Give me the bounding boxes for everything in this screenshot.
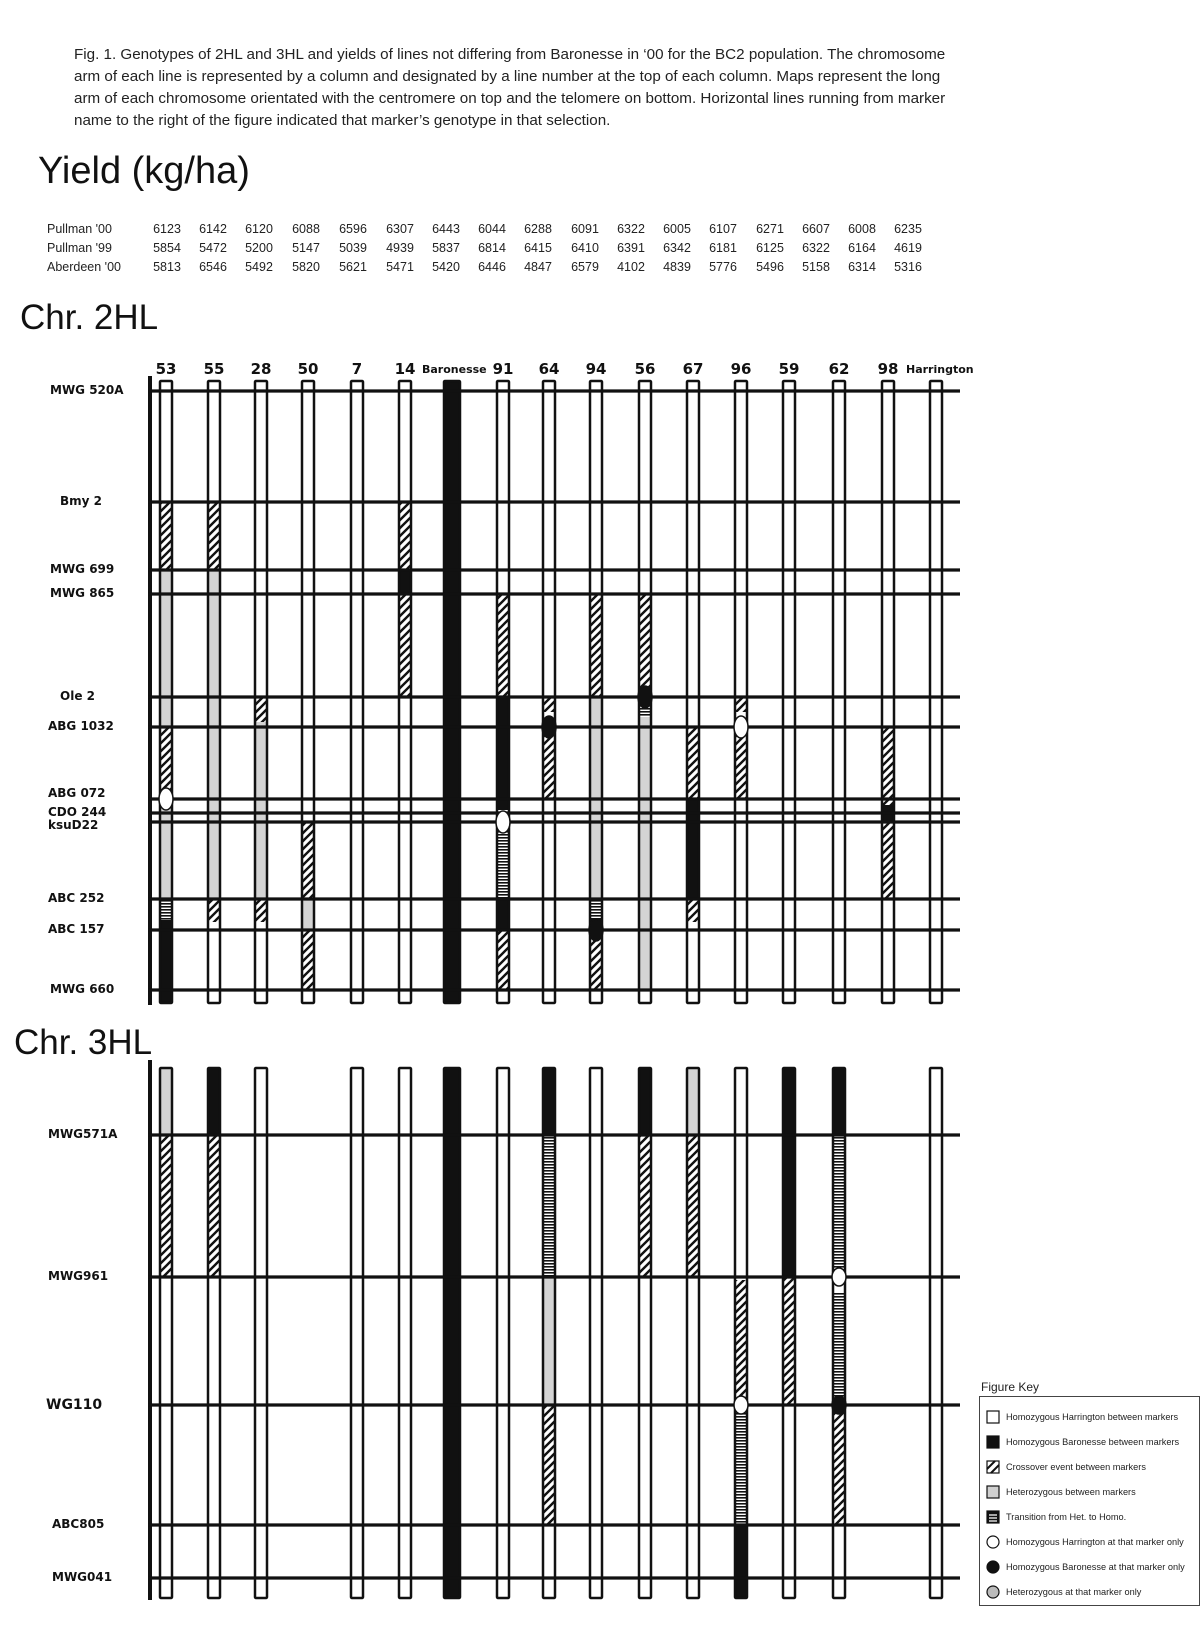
chr3-column [444, 1068, 460, 1598]
chr3-column [497, 1068, 509, 1598]
chr2-segment [639, 594, 651, 688]
chr2-point-marker [496, 811, 510, 833]
chr2-line-number: Baronesse [422, 363, 487, 376]
key-item-label: Heterozygous between markers [1006, 1487, 1136, 1497]
chr3-column [783, 1068, 795, 1598]
chr3-segment [160, 1135, 172, 1277]
yield-cell: 4619 [894, 241, 922, 255]
yield-cell: 5420 [432, 260, 460, 274]
yield-cell: 5854 [153, 241, 181, 255]
yield-cell: 5776 [709, 260, 737, 274]
chr2-column [302, 381, 314, 1003]
chr2-segment [590, 990, 602, 1003]
chr2-segment [735, 735, 747, 799]
chr2-column [399, 381, 411, 1003]
yield-cell: 4939 [386, 241, 414, 255]
chr2-segment [543, 697, 555, 712]
yield-cell: 6415 [524, 241, 552, 255]
key-swatch-circle-black [985, 1559, 1001, 1575]
chr3-column [543, 1068, 555, 1598]
chr2-segment [590, 899, 602, 918]
chr2-line-number: 94 [585, 360, 607, 378]
chr2-column [783, 381, 795, 1003]
yield-cell: 5472 [199, 241, 227, 255]
chr2-line-number: 14 [394, 360, 416, 378]
chr2-line-number: 59 [778, 360, 800, 378]
chr2-segment [208, 570, 220, 899]
chr2-line-number: 28 [250, 360, 272, 378]
yield-cell: 6142 [199, 222, 227, 236]
yield-cell: 5200 [245, 241, 273, 255]
chr3-segment [687, 1068, 699, 1135]
yield-cell: 5492 [245, 260, 273, 274]
chr2-segment [302, 822, 314, 899]
chr2-segment [255, 722, 267, 899]
yield-cell: 6391 [617, 241, 645, 255]
chr2-map [148, 376, 960, 1005]
chr3-segment [833, 1292, 845, 1398]
chr2-segment [543, 733, 555, 799]
yield-cell: 6181 [709, 241, 737, 255]
chr2-segment [255, 381, 267, 697]
yield-row-label: Pullman '99 [47, 241, 112, 255]
chr2-line-number: 7 [351, 360, 363, 378]
chr3-point-marker [832, 1268, 846, 1286]
chr2-segment [497, 697, 509, 810]
chr3-point-marker [734, 1396, 748, 1414]
chr3-segment [208, 1277, 220, 1598]
yield-cell: 5316 [894, 260, 922, 274]
chr2-title: Chr. 2HL [20, 298, 159, 337]
key-item-label: Crossover event between markers [1006, 1462, 1146, 1472]
chr3-segment [687, 1135, 699, 1277]
figure-key [979, 1396, 1200, 1606]
yield-row-label: Aberdeen '00 [47, 260, 121, 274]
key-swatch-black [985, 1434, 1001, 1450]
chr2-segment [497, 930, 509, 990]
key-item-label: Heterozygous at that marker only [1006, 1587, 1142, 1597]
yield-cell: 6288 [524, 222, 552, 236]
yield-cell: 6235 [894, 222, 922, 236]
chr3-segment [783, 1405, 795, 1598]
chr2-line-number: 55 [203, 360, 225, 378]
chr3-segment [543, 1068, 555, 1135]
chr3-segment [735, 1412, 747, 1525]
yield-cell: 6107 [709, 222, 737, 236]
yield-cell: 6005 [663, 222, 691, 236]
chr2-column [208, 381, 220, 1003]
chr2-point-marker [159, 788, 173, 810]
chr2-segment [497, 381, 509, 594]
chr2-column [160, 381, 172, 1003]
chr2-segment [399, 502, 411, 570]
chr2-segment [160, 381, 172, 502]
chr3-marker-label: MWG041 [52, 1570, 113, 1584]
chr2-line-number: 91 [492, 360, 514, 378]
chr3-segment [399, 1068, 411, 1598]
chr3-column [208, 1068, 220, 1598]
chr2-column [590, 381, 602, 1003]
chr2-column [687, 381, 699, 1003]
chr3-segment [639, 1068, 651, 1135]
chr2-segment [497, 830, 509, 899]
chr2-line-number: 98 [877, 360, 899, 378]
key-swatch-circle-gray [985, 1584, 1001, 1600]
chr2-segment [590, 594, 602, 697]
chr2-segment [302, 990, 314, 1003]
yield-cell: 6342 [663, 241, 691, 255]
key-swatch-circle-white [985, 1534, 1001, 1550]
chr3-column [160, 1068, 172, 1598]
chr2-line-number: 67 [682, 360, 704, 378]
key-item-label: Homozygous Baronesse between markers [1006, 1437, 1180, 1447]
chr3-segment [833, 1412, 845, 1525]
chr2-marker-label: MWG 660 [50, 982, 115, 996]
chr3-segment [543, 1135, 555, 1277]
chr3-segment [735, 1280, 747, 1398]
yield-cell: 6322 [617, 222, 645, 236]
yield-cell: 6410 [571, 241, 599, 255]
chr3-segment [687, 1277, 699, 1598]
chr3-column [399, 1068, 411, 1598]
chr2-segment [687, 381, 699, 727]
chr2-segment [497, 899, 509, 930]
chr3-column [687, 1068, 699, 1598]
yield-cell: 4839 [663, 260, 691, 274]
yield-cell: 6314 [848, 260, 876, 274]
chr2-segment [735, 697, 747, 712]
key-swatch-stripe [985, 1509, 1001, 1525]
chr2-line-number: 96 [730, 360, 752, 378]
yield-cell: 6443 [432, 222, 460, 236]
key-item-label: Transition from Het. to Homo. [1006, 1512, 1127, 1522]
chr2-segment [399, 570, 411, 594]
chr2-marker-label: ABC 252 [48, 891, 105, 905]
chr3-segment [783, 1068, 795, 1277]
chr2-segment [302, 899, 314, 930]
chr2-marker-label: MWG 865 [50, 586, 115, 600]
chr2-segment [735, 381, 747, 697]
chr2-line-number: 53 [155, 360, 177, 378]
chr3-segment [160, 1277, 172, 1598]
chr3-column [639, 1068, 651, 1598]
chr3-marker-label: MWG571A [48, 1127, 118, 1141]
yield-cell: 5837 [432, 241, 460, 255]
yield-cell: 6044 [478, 222, 506, 236]
chr3-segment [833, 1525, 845, 1598]
chr2-segment [639, 717, 651, 990]
yield-cell: 4102 [617, 260, 645, 274]
chr2-column [444, 381, 460, 1003]
chr2-marker-label: ABG 072 [48, 786, 106, 800]
chr2-column [497, 381, 509, 1003]
chr2-segment [639, 381, 651, 594]
chr2-column [543, 381, 555, 1003]
chr2-segment [399, 381, 411, 502]
chr2-segment [543, 799, 555, 1003]
yield-cell: 6607 [802, 222, 830, 236]
chr2-segment [497, 990, 509, 1003]
chr3-segment [735, 1525, 747, 1598]
chr2-segment [160, 727, 172, 790]
chr2-line-number: 56 [634, 360, 656, 378]
chr3-marker-label: ABC805 [52, 1517, 105, 1531]
chr3-column [930, 1068, 942, 1598]
chr3-segment [735, 1068, 747, 1280]
chr3-segment [160, 1068, 172, 1135]
key-item-label: Homozygous Harrington between markers [1006, 1412, 1179, 1422]
chr2-segment [160, 899, 172, 920]
chr3-segment [639, 1277, 651, 1598]
chr2-marker-label: MWG 699 [50, 562, 115, 576]
yield-cell: 6322 [802, 241, 830, 255]
chr2-column [882, 381, 894, 1003]
chr2-segment [399, 594, 411, 697]
chr2-segment [590, 381, 602, 594]
yield-cell: 5147 [292, 241, 320, 255]
chr3-column [351, 1068, 363, 1598]
chr3-title: Chr. 3HL [14, 1023, 153, 1062]
chr2-segment [687, 899, 699, 922]
chr3-column [590, 1068, 602, 1598]
chr2-segment [255, 697, 267, 722]
chr2-marker-label: Bmy 2 [60, 494, 102, 508]
chr2-segment [302, 930, 314, 990]
chr2-column [930, 381, 942, 1003]
chr2-marker-label: CDO 244 [48, 805, 107, 819]
baronesse-bar [444, 1068, 460, 1598]
yield-cell: 5496 [756, 260, 784, 274]
chr2-marker-label: Ole 2 [60, 689, 95, 703]
chr3-segment [208, 1068, 220, 1135]
chr3-marker-label: WG110 [46, 1397, 103, 1413]
yield-cell: 5621 [339, 260, 367, 274]
yield-cell: 6091 [571, 222, 599, 236]
yield-cell: 6546 [199, 260, 227, 274]
chr2-point-marker [734, 716, 748, 738]
chr2-marker-label: ABC 157 [48, 922, 105, 936]
chr2-segment [208, 381, 220, 502]
chr2-segment [255, 899, 267, 922]
chr2-segment [833, 381, 845, 1003]
yield-cell: 6307 [386, 222, 414, 236]
chr2-segment [208, 899, 220, 922]
chr2-line-number: 64 [538, 360, 560, 378]
chr3-column [255, 1068, 267, 1598]
chr3-map [148, 1060, 960, 1600]
baronesse-bar [444, 381, 460, 1003]
chr2-marker-label: ABG 1032 [48, 719, 114, 733]
chr2-segment [208, 502, 220, 570]
key-item-label: Homozygous Baronesse at that marker only [1006, 1562, 1185, 1572]
chr2-segment [783, 381, 795, 1003]
yield-cell: 5039 [339, 241, 367, 255]
key-item-label: Homozygous Harrington at that marker only [1006, 1537, 1184, 1547]
chr2-segment [639, 990, 651, 1003]
yield-cell: 6446 [478, 260, 506, 274]
yield-row-label: Pullman '00 [47, 222, 112, 236]
figure-caption: Fig. 1. Genotypes of 2HL and 3HL and yields of lines not differing from Baronesse in ‘00 for the BC2 population. The chromosome arm of each line is represented by a column and designated by a line number at the top of each column. Maps represent the long arm of each chromosome orientated with the centromere on top and the telomere on bottom. Horizontal lines running from marker name to the right of the figure indicated that marker’s genotype in that selection. [74, 46, 946, 129]
chr2-segment [687, 727, 699, 799]
chr2-column [833, 381, 845, 1003]
chr2-marker-label: ksuD22 [48, 818, 99, 832]
yield-cell: 5820 [292, 260, 320, 274]
yield-cell: 6814 [478, 241, 506, 255]
yield-cell: 6579 [571, 260, 599, 274]
chr3-segment [351, 1068, 363, 1598]
chr2-marker-label: MWG 520A [50, 383, 124, 397]
chr3-marker-label: MWG961 [48, 1269, 109, 1283]
yield-cell: 5471 [386, 260, 414, 274]
chr2-segment [882, 727, 894, 805]
yield-cell: 6164 [848, 241, 876, 255]
chr2-column [255, 381, 267, 1003]
chr3-segment [590, 1068, 602, 1598]
yield-cell: 6271 [756, 222, 784, 236]
key-title: Figure Key [981, 1380, 1040, 1394]
chr3-segment [833, 1135, 845, 1272]
key-swatch-hatch [985, 1459, 1001, 1475]
chr2-point-marker [589, 919, 603, 941]
chr3-segment [833, 1068, 845, 1135]
chr2-segment [882, 381, 894, 727]
chr3-segment [255, 1068, 267, 1598]
yield-cell: 6123 [153, 222, 181, 236]
chr3-segment [639, 1135, 651, 1277]
chr2-segment [302, 381, 314, 822]
yield-cell: 5813 [153, 260, 181, 274]
yield-cell: 6008 [848, 222, 876, 236]
chr3-segment [543, 1405, 555, 1525]
chr2-column [351, 381, 363, 1003]
chr2-segment [160, 502, 172, 570]
yield-cell: 5158 [802, 260, 830, 274]
chr2-segment [399, 697, 411, 1003]
chr2-line-number: 50 [297, 360, 319, 378]
chr2-segment [735, 799, 747, 1003]
chr2-point-marker [638, 686, 652, 708]
chr3-segment [208, 1135, 220, 1277]
yield-cell: 6125 [756, 241, 784, 255]
chr3-segment [930, 1068, 942, 1598]
chr2-segment [351, 381, 363, 1003]
chr2-point-marker [542, 716, 556, 738]
chr2-line-number: Harrington [906, 363, 974, 376]
key-swatch-white [985, 1409, 1001, 1425]
yield-title: Yield (kg/ha) [38, 150, 250, 192]
yield-cell: 6120 [245, 222, 273, 236]
yield-cell: 4847 [524, 260, 552, 274]
chr3-segment [543, 1277, 555, 1405]
chr3-segment [497, 1068, 509, 1598]
chr3-point-marker [832, 1396, 846, 1414]
chr3-column [833, 1068, 845, 1598]
yield-cell: 6088 [292, 222, 320, 236]
chr2-segment [882, 899, 894, 1003]
chr2-segment [882, 822, 894, 899]
chr3-column [735, 1068, 747, 1598]
chr2-segment [497, 594, 509, 697]
key-swatch-gray [985, 1484, 1001, 1500]
chr2-column [735, 381, 747, 1003]
chr3-segment [783, 1277, 795, 1405]
chr3-segment [543, 1525, 555, 1598]
chr2-line-number: 62 [828, 360, 850, 378]
chr2-segment [543, 381, 555, 697]
yield-cell: 6596 [339, 222, 367, 236]
chr2-segment [930, 381, 942, 1003]
